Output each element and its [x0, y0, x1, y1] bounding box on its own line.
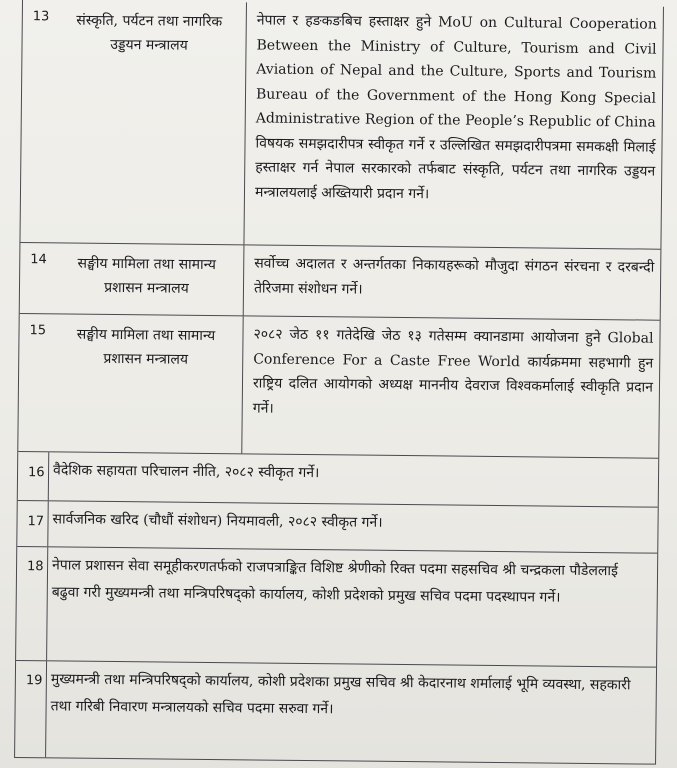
description-cell: सार्वजनिक खरिद (चौधौं संशोधन) नियमावली, २०८२ स्वीकृत गर्ने। [47, 501, 657, 552]
row-number: 15 [29, 323, 47, 339]
row-number: 19 [25, 673, 43, 689]
ministry-cell: सङ्घीय मामिला तथा सामान्य प्रशासन मन्त्रालय [50, 243, 245, 315]
description-cell: मुख्यमन्त्री तथा मन्त्रिपरिषद्को कार्यालय, कोशी प्रदेशका प्रमुख सचिव श्री केदारनाथ शर्मालाई भूमि व्यवस्था, सहकारी तथा गरिबी निवारण मन्त्रालयको सचिव पदमा सरुवा गर्ने। [45, 661, 656, 763]
ministry-cell: संस्कृति, पर्यटन तथा नागरिक उड्डयन मन्त्रालय [50, 0, 247, 244]
description-cell: सर्वोच्च अदालत र अन्तर्गतका निकायहरूको मौजुदा संगठन संरचना र दरबन्दी तेरिजमा संशोधन गर्ने। [253, 255, 655, 298]
table-row [20, 0, 663, 250]
row-number: 17 [27, 514, 45, 530]
row-number: 18 [26, 559, 44, 575]
description-cell: नेपाल प्रशासन सेवा समूहीकरणतर्फको राजपत्राङ्कित विशिष्ट श्रेणीको रिक्त पदमा सहसचिव श्री चन्द्रकला पौडेललाई बढुवा गरी मुख्यमन्त्री तथा मन्त्रिपरिषद्को कार्यालय, कोशी प्रदेशको प्रमुख सचिव पदमा पदस्थापन गर्ने। [46, 547, 657, 666]
decision-table [14, 0, 664, 765]
description-cell: वैदेशिक सहायता परिचालन नीति, २०८२ स्वीकृत गर्ने। [48, 452, 658, 506]
row-number: 14 [30, 252, 47, 268]
row-number: 13 [32, 9, 50, 25]
table-row [17, 501, 657, 554]
ministry-cell: सङ्घीय मामिला तथा सामान्य प्रशासन मन्त्रालय [48, 314, 243, 453]
description-cell: नेपाल र हङकङबिच हस्ताक्षर हुने MoU on Cultural Cooperation Between the Ministry of Culture, Tourism and Civil Aviation of Nepal and the Culture, Sports and Tourism Bureau of the Government of the Hong Kong Special Administrative Region of the People’s Republic of China विषयक समझदारीपत्र स्वीकृत गर्ने र उल्लिखित समझदारीपत्रमा समकक्षी मिलाई हस्ताक्षर गर्न नेपाल सरकारको तर्फबाट संस्कृति, पर्यटन तथा नागरिक उड्डयन मन्त्रालयलाई अख्तियारी प्रदान गर्ने। [254, 12, 657, 202]
description-cell: २०८२ जेठ ११ गतेदेखि जेठ १३ गतेसम्म क्यानडामा आयोजना हुने Global Conference For a Caste Free World कार्यक्रममा सहभागी हुन राष्ट्रिय दलित आयोगको अध्यक्ष माननीय देवराज विश्वकर्मालाई स्वीकृति प्रदान गर्ने। [252, 326, 654, 417]
table-row [18, 314, 659, 459]
table-row [16, 547, 657, 668]
row-number: 16 [27, 465, 45, 481]
table-row [15, 661, 656, 765]
table-row [18, 452, 658, 508]
table-row [20, 243, 661, 321]
